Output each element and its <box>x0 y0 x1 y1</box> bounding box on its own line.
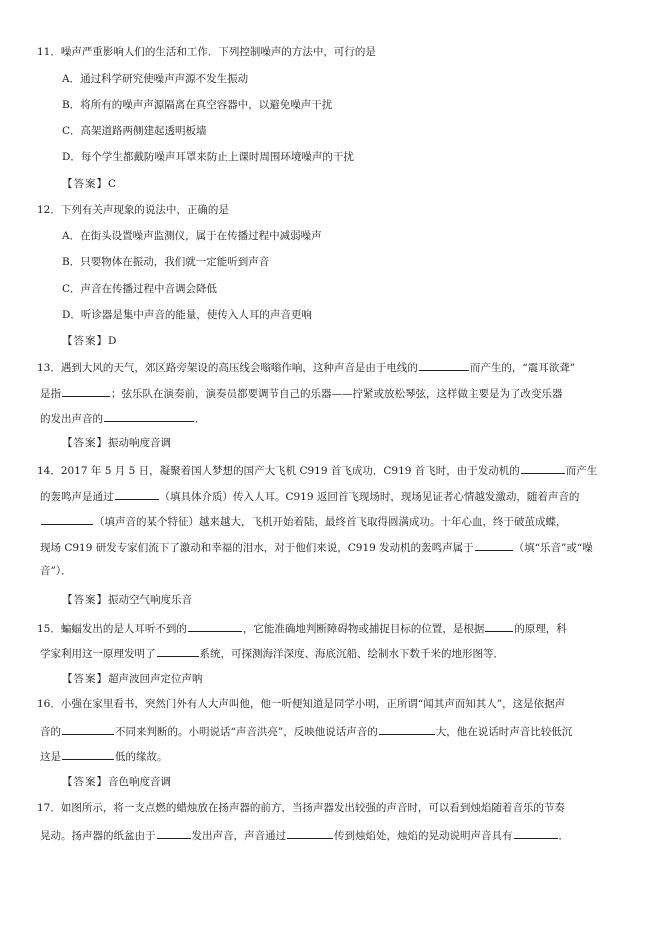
q16-line-3 <box>40 748 168 764</box>
q17-text: 发出声音，声音通过 <box>191 830 286 842</box>
answer-tag: 【答案】 <box>62 178 108 190</box>
q13-line-2 <box>40 385 563 401</box>
answer-tag: 【答案】 <box>62 776 108 788</box>
q11-option-d: D．每个学生都戴防噪声耳罩来防止上课时周围环境噪声的干扰 <box>62 151 354 163</box>
answer-tag: 【答案】 <box>62 437 108 449</box>
q13-text: 13．遇到大风的天气，郊区路旁架设的高压线会嗡嗡作响，这种声音是由于电线的 <box>37 362 418 374</box>
q14-answer <box>62 593 192 607</box>
q13-text: ． <box>195 413 206 425</box>
q13-line-1 <box>37 359 575 375</box>
answer-blank[interactable] <box>379 723 435 735</box>
answer-blank[interactable] <box>115 488 159 500</box>
answer-blank[interactable] <box>287 827 333 839</box>
q13-text: 的发出声音的 <box>40 413 103 425</box>
q17-text: 晃动。扬声器的纸盆由于 <box>40 830 156 842</box>
q14-line-4 <box>40 539 593 555</box>
answer-tag: 【答案】 <box>62 594 108 606</box>
answer-blank[interactable] <box>485 620 513 632</box>
q11-answer-value: C <box>108 178 117 190</box>
answer-tag: 【答案】 <box>62 673 108 685</box>
q17-text: 传到烛焰处，烛焰的晃动说明声音具有 <box>334 830 513 842</box>
q15-answer <box>62 672 203 686</box>
q14-line-3 <box>40 513 567 529</box>
answer-blank[interactable] <box>62 748 114 760</box>
q15-line-1 <box>37 620 567 636</box>
q16-text: 低的缘故。 <box>115 751 168 763</box>
q17-line-1: 17．如图所示，将一支点燃的蜡烛放在扬声器的前方，当扬声器发出较强的声音时，可以看到烛焰随着音乐的节奏 <box>37 802 565 814</box>
q12-answer-value: D <box>108 335 117 347</box>
q15-text: 15．蝙蝠发出的是人耳听不到的 <box>37 623 187 635</box>
q14-text: （填“乐音”或“噪 <box>513 542 593 554</box>
q15-line-2 <box>40 645 504 661</box>
q16-text: 这是 <box>40 751 61 763</box>
answer-blank[interactable] <box>514 827 558 839</box>
answer-blank[interactable] <box>419 359 469 371</box>
q14-text: 而产生 <box>565 465 598 477</box>
q16-answer-value: 音色响度音调 <box>108 776 171 788</box>
q13-text: 是指 <box>40 388 61 400</box>
q16-text: 不同来判断的。小明说话“声音洪亮”，反映他说话声音的 <box>115 726 378 738</box>
q14-answer-value: 振动空气响度乐音 <box>108 594 192 606</box>
q11-option-a: A．通过科学研究使噪声声源不发生振动 <box>62 73 249 85</box>
q12-option-d: D．听诊器是集中声音的能量，使传入人耳的声音更响 <box>62 309 312 321</box>
q13-text: 而产生的，“震耳欲聋” <box>469 362 576 374</box>
q17-line-2 <box>40 827 569 843</box>
answer-blank[interactable] <box>157 645 199 657</box>
q14-line-5: 音”）． <box>40 565 72 577</box>
answer-tag: 【答案】 <box>62 335 108 347</box>
answer-blank[interactable] <box>104 410 194 422</box>
q14-text: （填具体介质）传入人耳。C919 返回首飞现场时，现场见证者心情越发激动，随着声音的 <box>159 491 580 503</box>
q17-text: ． <box>558 830 569 842</box>
q15-answer-value: 超声波回声定位声呐 <box>108 673 203 685</box>
q12-option-a: A．在街头设置噪声监测仪，属于在传播过程中减弱噪声 <box>62 230 322 242</box>
q15-text: 系统，可探测海洋深度、海底沉船、绘制水下数千米的地形图等． <box>199 648 504 660</box>
q15-text: 的原理，科 <box>514 623 567 635</box>
answer-blank[interactable] <box>62 385 110 397</box>
q12-answer <box>62 334 116 348</box>
q11-option-b: B．将所有的噪声声源隔离在真空容器中，以避免噪声干扰 <box>62 99 333 111</box>
q14-text: 的轰鸣声是通过 <box>40 491 114 503</box>
q13-line-3 <box>40 410 206 426</box>
q13-text: ；弦乐队在演奏前，演奏员都要调节自己的乐器——拧紧或放松琴弦，这样做主要是为了改变乐器 <box>111 388 563 400</box>
q16-text: 大，他在说话时声音比较低沉 <box>435 726 573 738</box>
q14-line-1 <box>37 462 597 478</box>
q16-answer <box>62 775 171 789</box>
q12-stem: 12．下列有关声现象的说法中，正确的是 <box>37 204 229 216</box>
q13-answer <box>62 436 171 450</box>
q13-answer-value: 振动响度音调 <box>108 437 171 449</box>
q16-text: 音的 <box>40 726 61 738</box>
q16-line-2 <box>40 723 572 739</box>
q15-text: 学家利用这一原理发明了 <box>40 648 156 660</box>
q15-text: ，它能准确地判断障碍物或捕捉目标的位置，是根据 <box>242 623 485 635</box>
q14-text: 现场 C919 研发专家们流下了激动和幸福的泪水，对于他们来说，C919 发动机的轰鸣声属于 <box>40 542 474 554</box>
answer-blank[interactable] <box>475 539 513 551</box>
answer-blank[interactable] <box>521 462 565 474</box>
q12-option-b: B．只要物体在振动，我们就一定能听到声音 <box>62 256 270 268</box>
answer-blank[interactable] <box>41 513 93 525</box>
q14-text: 14．2017 年 5 月 5 日，凝聚着国人梦想的国产大飞机 C919 首飞成功．C919 首飞时，由于发动机的 <box>37 465 520 477</box>
q12-option-c: C．声音在传播过程中音调会降低 <box>62 283 218 295</box>
q14-text: （填声音的某个特征）越来越大，飞机开始着陆，最终首飞取得圆满成功。十年心血，终于破茧成蝶， <box>94 516 567 528</box>
answer-blank[interactable] <box>188 620 242 632</box>
q11-answer <box>62 177 116 191</box>
q16-line-1: 16．小强在家里看书，突然门外有人大声叫他，他一听便知道是同学小明，正所谓“闻其声而知其人”，这是依据声 <box>37 698 566 710</box>
q11-stem: 11．噪声严重影响人们的生活和工作．下列控制噪声的方法中，可行的是 <box>37 46 376 58</box>
q11-option-c: C．高架道路两侧建起透明板墙 <box>62 125 207 137</box>
q14-line-2 <box>40 488 579 504</box>
answer-blank[interactable] <box>157 827 191 839</box>
answer-blank[interactable] <box>62 723 114 735</box>
